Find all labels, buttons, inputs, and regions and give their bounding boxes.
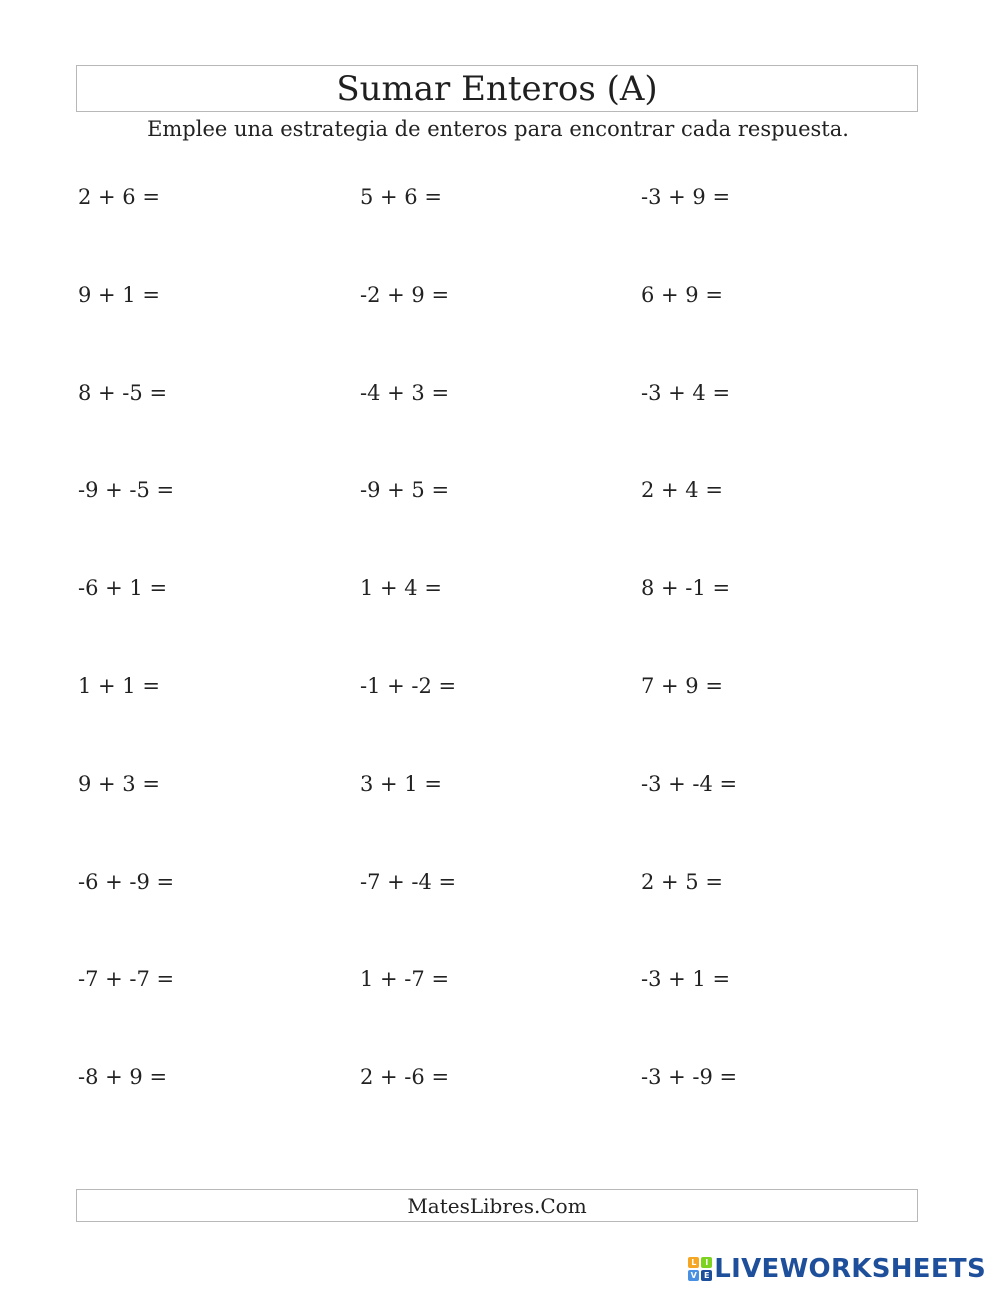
problem-item: -6 + 1 = [78, 576, 168, 601]
problem-item: 8 + -1 = [641, 576, 731, 601]
problem-item: -3 + 4 = [641, 380, 731, 405]
problem-item: 1 + 1 = [78, 673, 160, 698]
title-box [76, 65, 918, 112]
problem-item: -3 + 9 = [641, 185, 731, 209]
footer-box [76, 1189, 918, 1222]
problem-item: -6 + -9 = [78, 869, 175, 894]
problem-item: 1 + 4 = [360, 576, 442, 601]
problem-item: -2 + 9 = [360, 282, 450, 307]
logo-letter-i: I [701, 1257, 712, 1268]
problem-item: -9 + -5 = [78, 478, 175, 503]
logo-letter-e: E [701, 1270, 712, 1281]
problem-item: -7 + -7 = [78, 967, 175, 992]
problem-item: -9 + 5 = [360, 478, 450, 503]
liveworksheets-wordmark: LIVEWORKSHEETS [714, 1254, 986, 1284]
problem-item: 2 + -6 = [360, 1065, 450, 1090]
problem-item: 9 + 3 = [78, 771, 160, 796]
footer-site-name: MatesLibres.Com [407, 1194, 587, 1218]
logo-letter-l: L [688, 1257, 699, 1268]
problem-item: -1 + -2 = [360, 673, 457, 698]
problem-item: 7 + 9 = [641, 673, 723, 698]
liveworksheets-brand[interactable] [688, 1252, 986, 1286]
problem-item: -7 + -4 = [360, 869, 457, 894]
worksheet-title: Sumar Enteros (A) [336, 69, 658, 109]
problem-item: 6 + 9 = [641, 282, 723, 307]
problem-item: 1 + -7 = [360, 967, 450, 992]
problem-item: -8 + 9 = [78, 1065, 168, 1090]
liveworksheets-logo-icon [688, 1257, 712, 1281]
problem-item: 8 + -5 = [78, 380, 168, 405]
problem-item: 9 + 1 = [78, 282, 160, 307]
problem-grid [78, 180, 918, 1158]
logo-letter-v: V [688, 1270, 699, 1281]
problem-item: -4 + 3 = [360, 380, 450, 405]
problem-item: 3 + 1 = [360, 771, 442, 796]
worksheet-instructions: Emplee una estrategia de enteros para encontrar cada respuesta. [147, 117, 849, 141]
problem-item: 2 + 6 = [78, 185, 160, 209]
problem-item: -3 + -9 = [641, 1065, 738, 1090]
problem-item: 5 + 6 = [360, 185, 442, 209]
problem-item: -3 + -4 = [641, 771, 738, 796]
problem-item: -3 + 1 = [641, 967, 731, 992]
problem-item: 2 + 5 = [641, 869, 723, 894]
problem-item: 2 + 4 = [641, 478, 723, 503]
